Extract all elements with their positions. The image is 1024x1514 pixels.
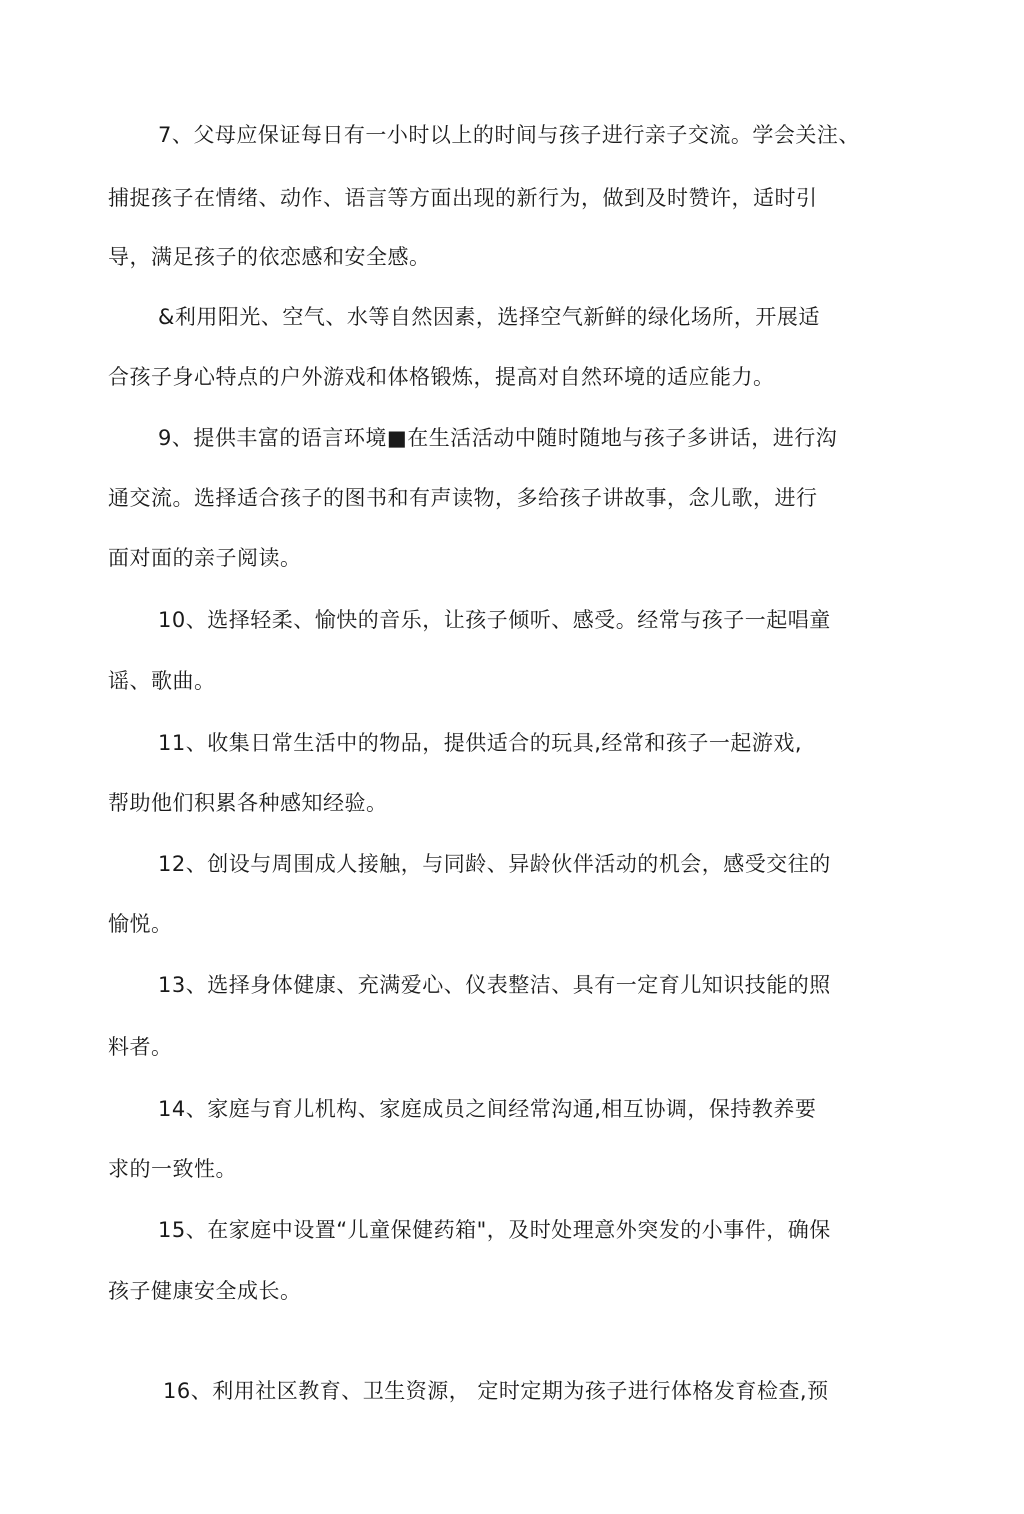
paragraph-14-line-1: 14、家庭与育儿机构、家庭成员之间经常沟通,相互协调，保持教养要 [158,1097,817,1121]
paragraph-7-line-2: 捕捉孩子在情绪、动作、语言等方面出现的新行为，做到及时赞许，适时引 [108,186,818,210]
paragraph-12-line-2: 愉悦。 [108,912,173,936]
paragraph-12-line-1: 12、创设与周围成人接触，与同龄、异龄伙伴活动的机会，感受交往的 [158,852,831,876]
paragraph-10-line-1: 10、选择轻柔、愉快的音乐，让孩子倾听、感受。经常与孩子一起唱童 [158,608,831,632]
paragraph-9-line-3: 面对面的亲子阅读。 [108,546,302,570]
paragraph-7-line-3: 导，满足孩子的依恋感和安全感。 [108,245,431,269]
paragraph-15-line-2: 孩子健康安全成长。 [108,1279,302,1303]
paragraph-11-line-2: 帮助他们积累各种感知经验。 [108,791,388,815]
paragraph-8-line-1: &利用阳光、空气、水等自然因素，选择空气新鲜的绿化场所，开展适 [158,305,820,329]
paragraph-13-line-1: 13、选择身体健康、充满爱心、仪表整洁、具有一定育儿知识技能的照 [158,973,831,997]
paragraph-14-line-2: 求的一致性。 [108,1157,237,1181]
paragraph-11-line-1: 11、收集日常生活中的物品，提供适合的玩具,经常和孩子一起游戏, [158,731,803,755]
paragraph-9-line-1: 9、提供丰富的语言环境■在生活活动中随时随地与孩子多讲话，进行沟 [158,426,838,450]
paragraph-10-line-2: 谣、歌曲。 [108,669,216,693]
paragraph-16-line-1: 16、利用社区教育、卫生资源， 定时定期为孩子进行体格发育检查,预 [163,1379,829,1403]
paragraph-7-line-1: 7、父母应保证每日有一小时以上的时间与孩子进行亲子交流。学会关注、 [158,123,860,147]
paragraph-13-line-2: 料者。 [108,1035,173,1059]
paragraph-15-line-1: 15、在家庭中设置“儿童保健药箱"，及时处理意外突发的小事件，确保 [158,1218,831,1242]
paragraph-8-line-2: 合孩子身心特点的户外游戏和体格锻炼，提高对自然环境的适应能力。 [108,365,775,389]
paragraph-9-line-2: 通交流。选择适合孩子的图书和有声读物，多给孩子讲故事，念儿歌，进行 [108,486,818,510]
